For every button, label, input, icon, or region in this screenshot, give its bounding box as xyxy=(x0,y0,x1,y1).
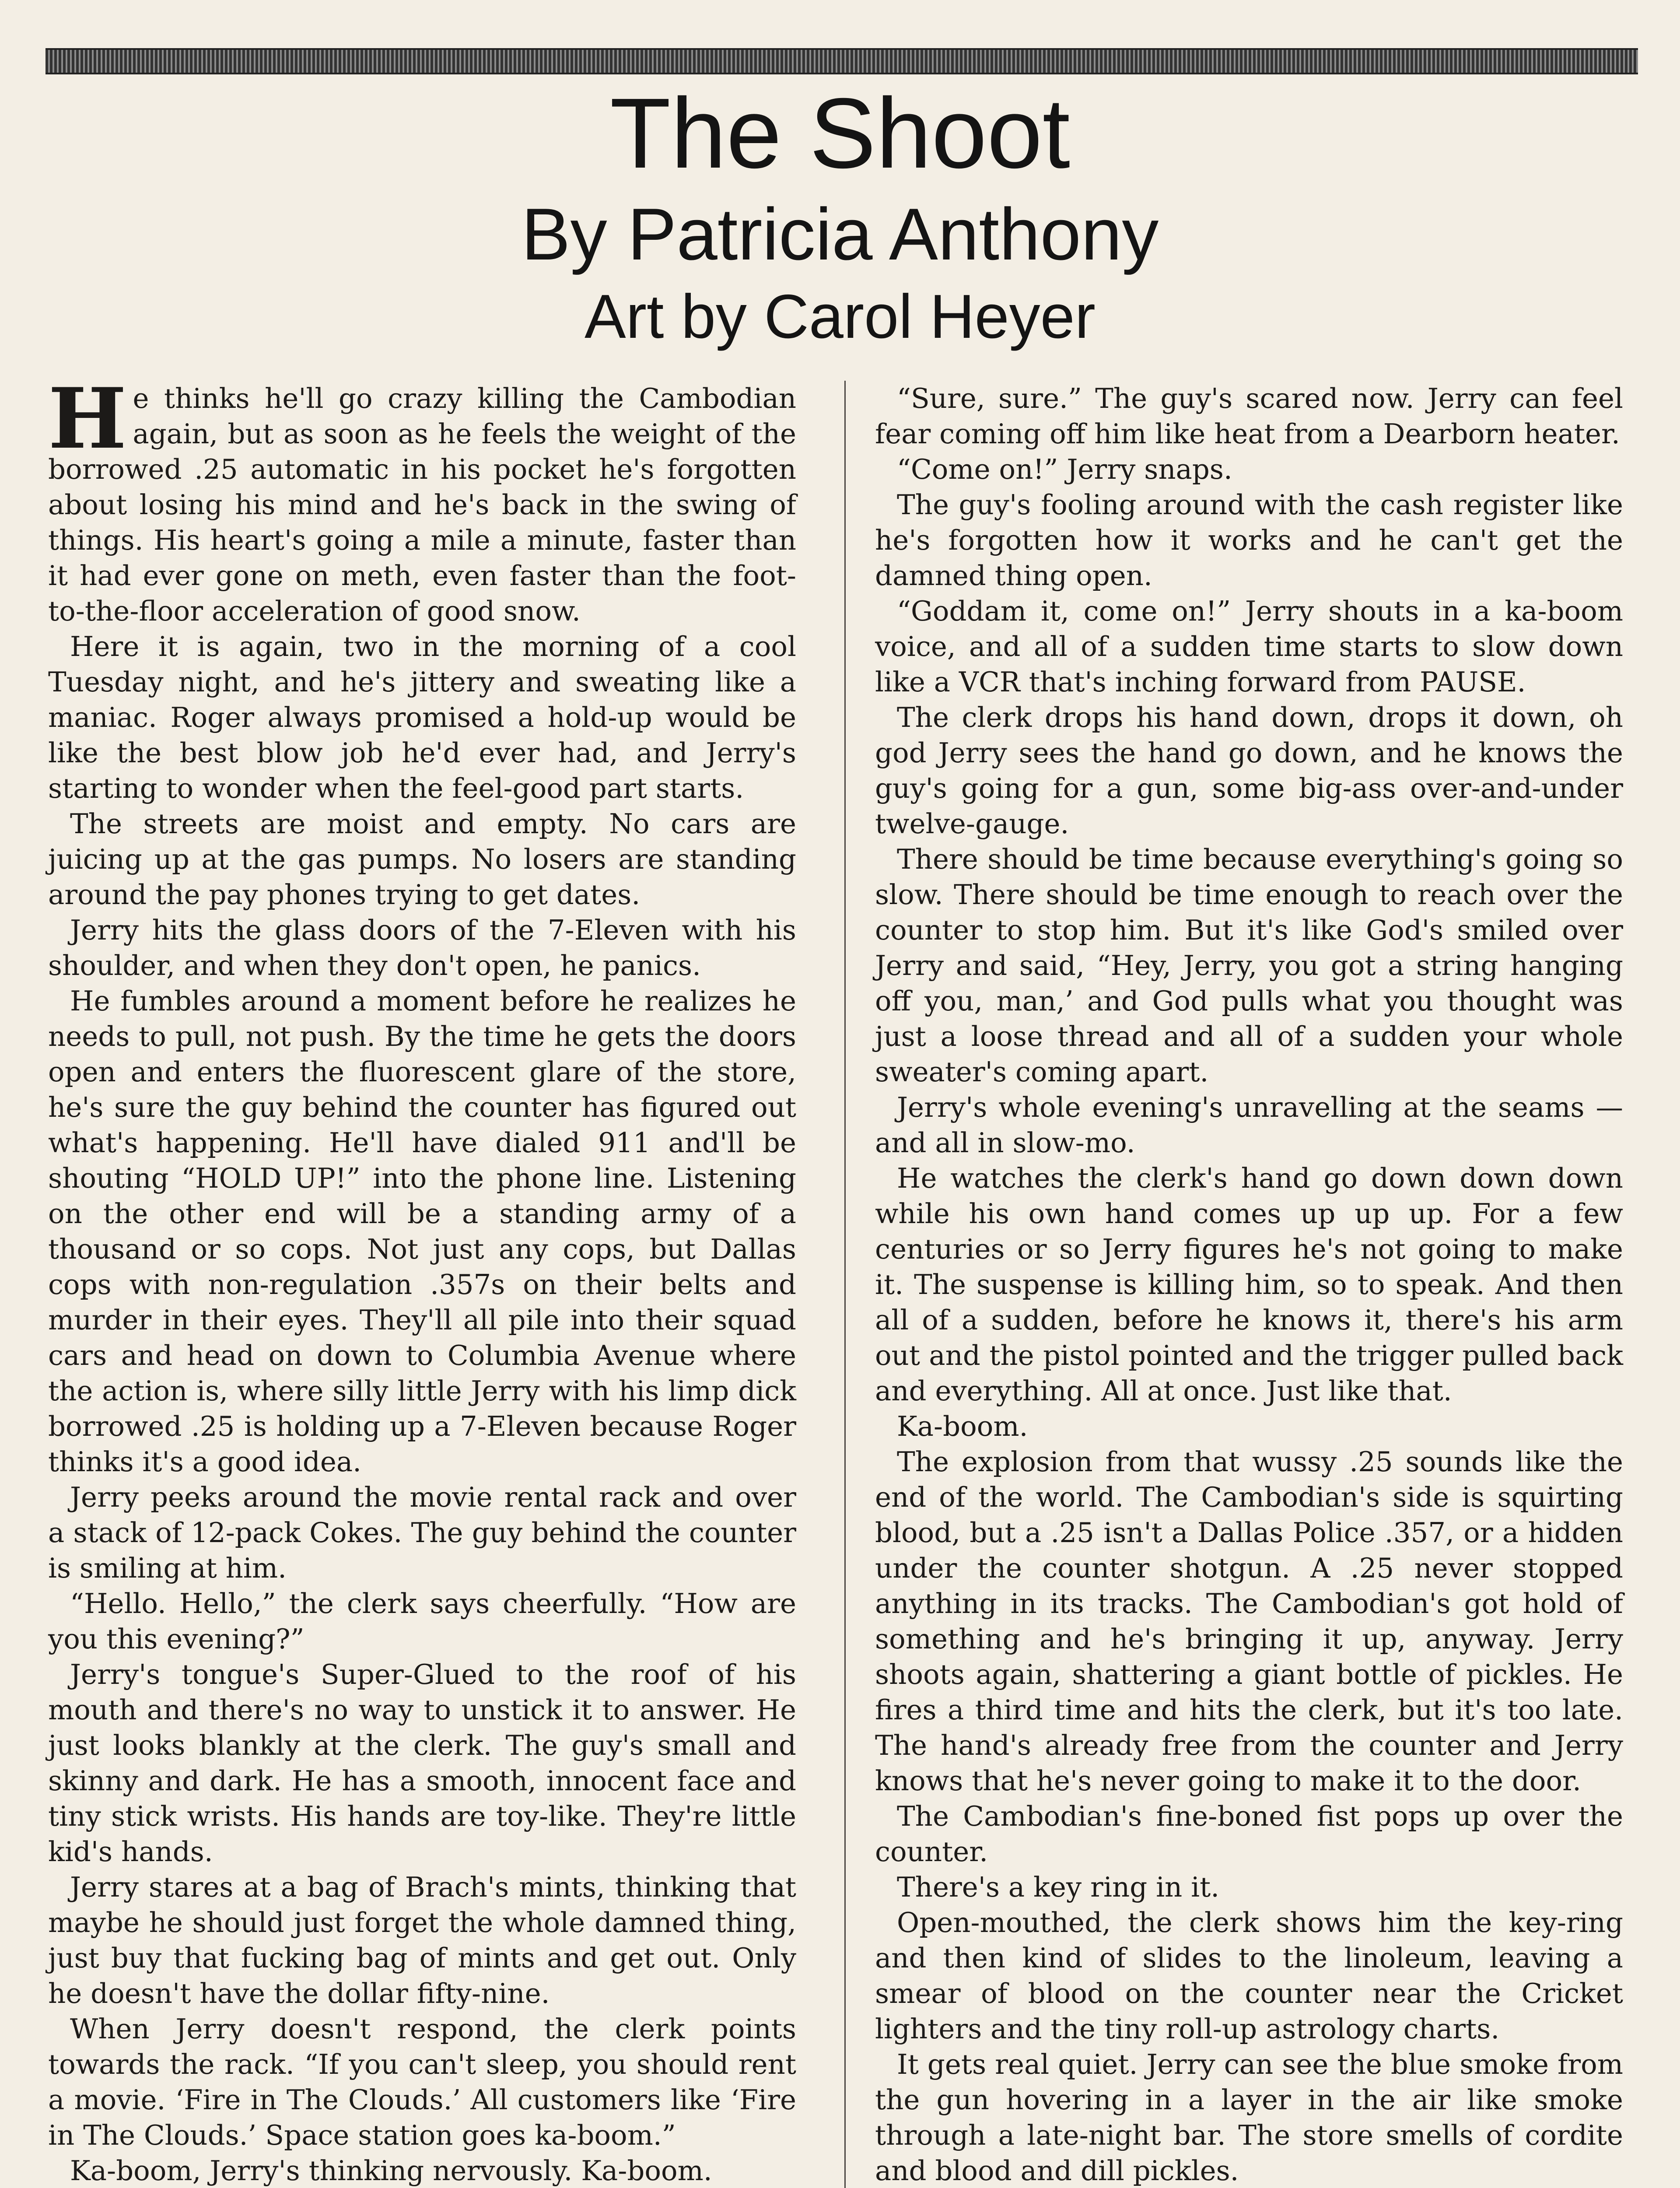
paragraph: He watches the clerk's hand go down down down while his own hand comes up up up. For a few centuries or so Jerry figures he's not going to make it. The suspense is killing him, so to speak. And then all of a sudden, before he knows it, there's his arm out and the pistol pointed and the trigger pulled back and everything. All at once. Just like that. xyxy=(875,1162,1623,1407)
paragraph: There should be time because everything's going so slow. There should be time enough to reach over the counter to stop him. But it's like God's smiled over Jerry and said, “Hey, Jerry, you got a string hanging off you, man,’ and God pulls what you thought was just a loose thread and all of a sudden your whole sweater's coming apart. xyxy=(875,843,1623,1088)
title-block xyxy=(0,79,1680,352)
page-title: The Shoot xyxy=(609,78,1071,189)
paragraph: There's a key ring in it. xyxy=(897,1871,1220,1903)
paragraph: “Hello. Hello,” the clerk says cheerfully. “How are you this evening?” xyxy=(48,1588,796,1655)
paragraph: Ka-boom, Jerry's thinking nervously. Ka-boom. xyxy=(70,2155,712,2187)
paragraph: “Come on!” Jerry snaps. xyxy=(897,453,1232,485)
paragraph: Jerry hits the glass doors of the 7-Eleven with his shoulder, and when they don't open, he panics. xyxy=(48,914,796,982)
paragraph: The clerk drops his hand down, drops it down, oh god Jerry sees the hand go down, and he knows the guy's going for a gun, some big-ass over-and-under twelve-gauge. xyxy=(875,701,1623,840)
drop-cap: H xyxy=(48,370,127,467)
right-text-column xyxy=(875,381,1623,2188)
paragraph: He fumbles around a moment before he realizes he needs to pull, not push. By the time he gets the doors open and enters the fluorescent glare of the store, he's sure the guy behind the counter has figured out what's happening. He'll have dialed 911 and'll be shouting “HOLD UP!” into the phone line. Listening on the other end will be a standing army of a thousand or so cops. Not just any cops, but Dallas cops with non-regulation .357s on their belts and murder in their eyes. They'll all pile into their squad cars and head on down to Columbia Avenue where the action is, where silly little Jerry with his limp dick borrowed .25 is holding up a 7-Eleven because Roger thinks it's a good idea. xyxy=(48,985,796,1478)
paragraph: He thinks he'll go crazy killing the Cambodian again, but as soon as he feels the weight of the borrowed .25 automatic in his pocket he's forgotten about losing his mind and he's back in the swing of things. His heart's going a mile a minute, faster than it had ever gone on meth, even faster than the foot-to-the-floor acceleration of good snow. xyxy=(48,370,796,627)
paragraph: Here it is again, two in the morning of a cool Tuesday night, and he's jittery and sweating like a maniac. Roger always promised a hold-up would be like the best blow job he'd ever had, and Jerry's starting to wonder when the feel-good part starts. xyxy=(48,631,796,804)
paragraph: Ka-boom. xyxy=(897,1410,1028,1442)
paragraph: “Sure, sure.” The guy's scared now. Jerry can feel fear coming off him like heat from a Dearborn heater. xyxy=(875,382,1623,450)
paragraph: Open-mouthed, the clerk shows him the key-ring and then kind of slides to the linoleum, leaving a smear of blood on the counter near the Cricket lighters and the tiny roll-up astrology charts. xyxy=(875,1907,1623,2045)
paragraph: “Goddam it, come on!” Jerry shouts in a ka-boom voice, and all of a sudden time starts to slow down like a VCR that's inching forward from PAUSE. xyxy=(875,595,1623,698)
art-credit: Art by Carol Heyer xyxy=(584,282,1096,351)
paragraph: The explosion from that wussy .25 sounds like the end of the world. The Cambodian's side is squirting blood, but a .25 isn't a Dallas Police .357, or a hidden under the counter shotgun. A .25 never stopped anything in its tracks. The Cambodian's got hold of something and he's bringing it up, anyway. Jerry shoots again, shattering a giant bottle of pickles. He fires a third time and hits the clerk, but it's too late. The hand's already free from the counter and Jerry knows that he's never going to make it to the door. xyxy=(875,1446,1623,1797)
paragraph: The guy's fooling around with the cash register like he's forgotten how it works and he can't get the damned thing open. xyxy=(875,489,1623,592)
column-divider xyxy=(844,381,846,2188)
paragraph: It gets real quiet. Jerry can see the blue smoke from the gun hovering in a layer in the air like smoke through a late-night bar. The store smells of cordite and blood and dill pickles. xyxy=(875,2048,1623,2187)
author-byline: By Patricia Anthony xyxy=(521,193,1159,275)
paragraph: The streets are moist and empty. No cars are juicing up at the gas pumps. No losers are standing around the pay phones trying to get dates. xyxy=(48,808,796,911)
paragraph: Jerry's whole evening's unravelling at the seams — and all in slow-mo. xyxy=(875,1091,1623,1159)
paragraph: The Cambodian's fine-boned fist pops up over the counter. xyxy=(875,1800,1623,1868)
decorative-top-bar xyxy=(46,48,1638,74)
left-text-column xyxy=(48,370,796,2188)
paragraph: Jerry peeks around the movie rental rack and over a stack of 12-pack Cokes. The guy behind the counter is smiling at him. xyxy=(48,1481,796,1584)
paragraph: When Jerry doesn't respond, the clerk points towards the rack. “If you can't sleep, you should rent a movie. ‘Fire in The Clouds.’ All customers like ‘Fire in The Clouds.’ Space station goes ka-boom.” xyxy=(48,2013,796,2151)
paragraph: Jerry stares at a bag of Brach's mints, thinking that maybe he should just forget the whole damned thing, just buy that fucking bag of mints and get out. Only he doesn't have the dollar fifty-nine. xyxy=(48,1871,796,2009)
paragraph: Jerry's tongue's Super-Glued to the roof of his mouth and there's no way to unstick it to answer. He just looks blankly at the clerk. The guy's small and skinny and dark. He has a smooth, innocent face and tiny stick wrists. His hands are toy-like. They're little kid's hands. xyxy=(48,1659,796,1868)
